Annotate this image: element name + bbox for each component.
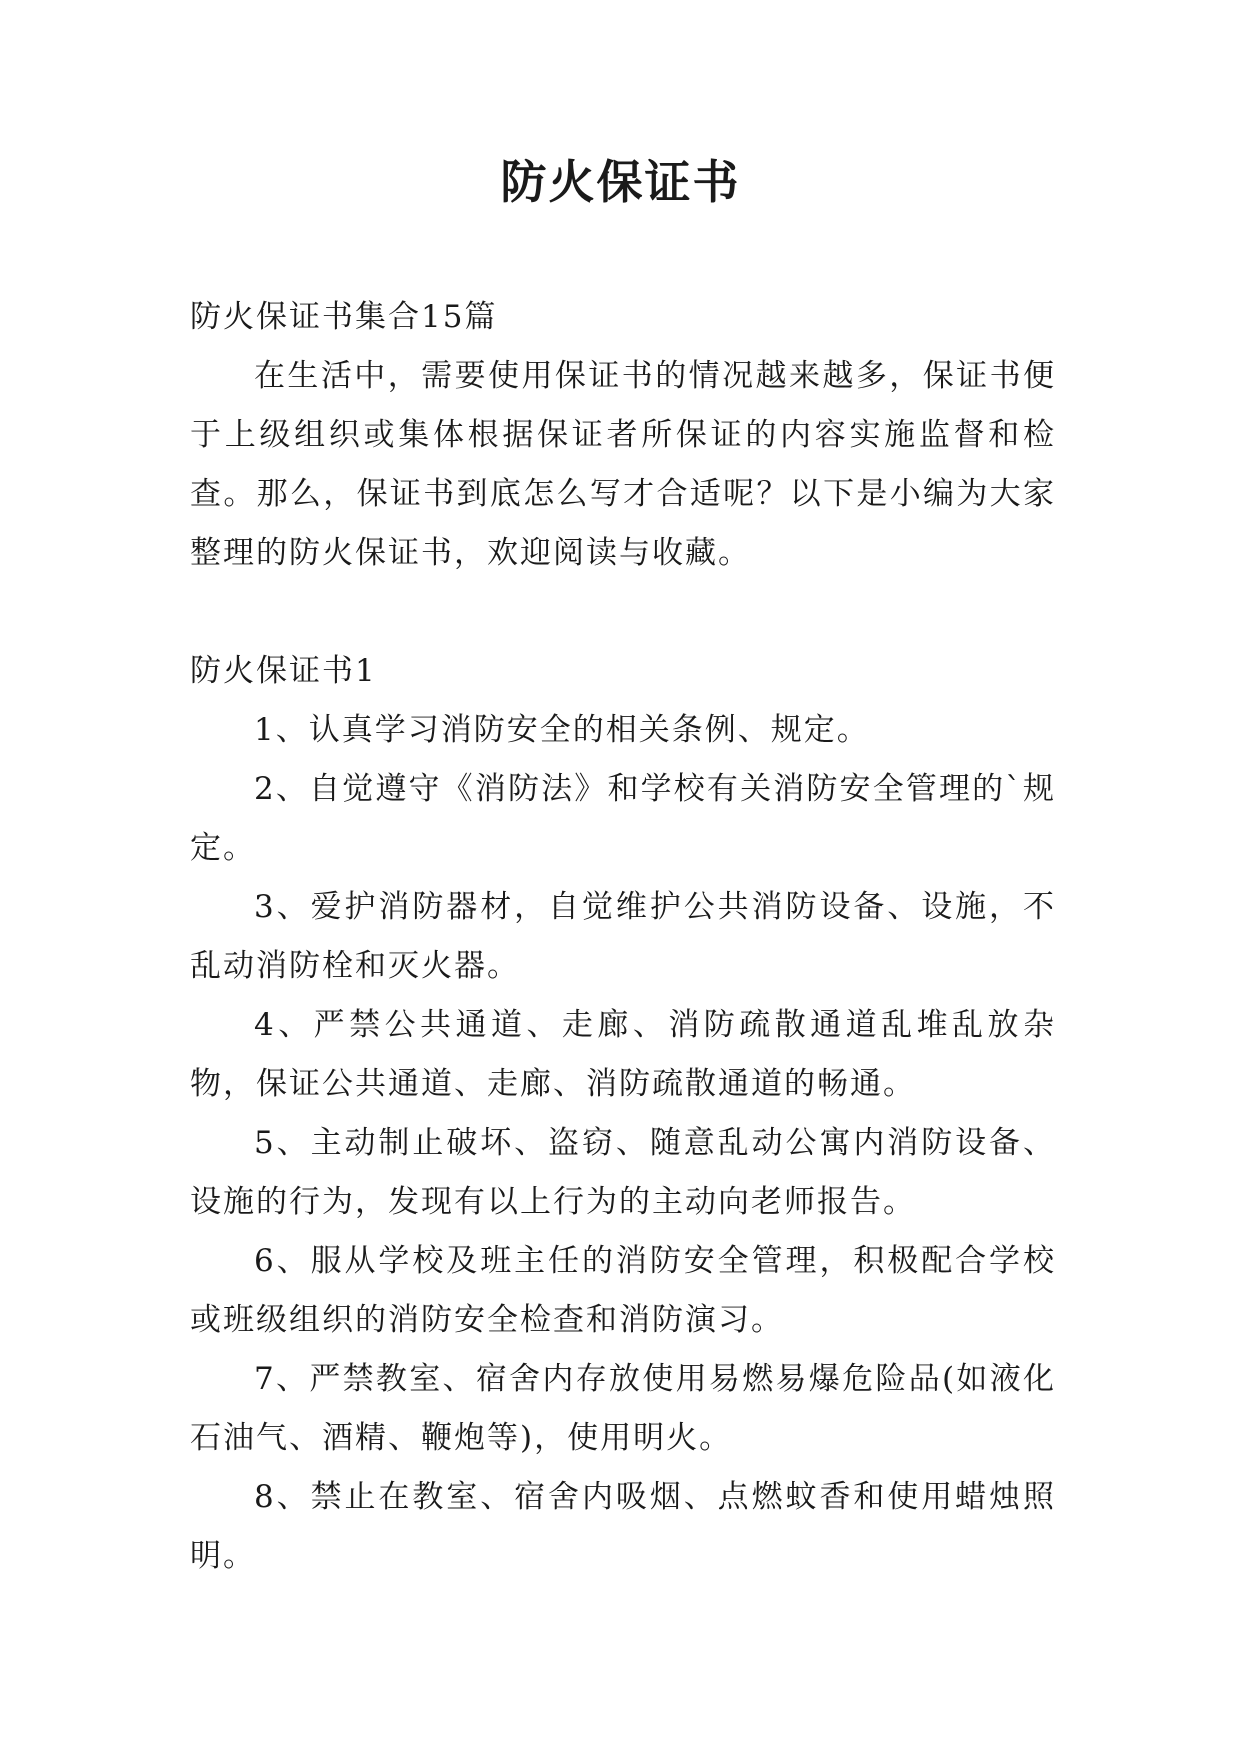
- list-item: 1、认真学习消防安全的相关条例、规定。: [254, 712, 870, 748]
- document-title: 防火保证书: [500, 155, 741, 209]
- document-body: [190, 288, 1056, 1586]
- list-item: 3、爱护消防器材，自觉维护公共消防设备、设施，不乱动消防栓和灭火器。: [190, 889, 1056, 984]
- list-item: 4、严禁公共通道、走廊、消防疏散通道乱堆乱放杂物，保证公共通道、走廊、消防疏散通道的畅通。: [190, 1007, 1056, 1102]
- list-item: 7、严禁教室、宿舍内存放使用易燃易爆危险品(如液化石油气、酒精、鞭炮等)，使用明火。: [190, 1361, 1056, 1456]
- list-item: 2、自觉遵守《消防法》和学校有关消防安全管理的`规定。: [190, 771, 1056, 866]
- section-heading: 防火保证书1: [190, 653, 377, 689]
- list-item: 8、禁止在教室、宿舍内吸烟、点燃蚊香和使用蜡烛照明。: [190, 1479, 1056, 1574]
- document-subtitle: 防火保证书集合15篇: [190, 299, 498, 335]
- intro-paragraph: 在生活中，需要使用保证书的情况越来越多，保证书便于上级组织或集体根据保证者所保证的内容实施监督和检查。那么，保证书到底怎么写才合适呢？以下是小编为大家整理的防火保证书，欢迎阅读与收藏。: [190, 358, 1056, 571]
- list-item: 6、服从学校及班主任的消防安全管理，积极配合学校或班级组织的消防安全检查和消防演习。: [190, 1243, 1056, 1338]
- paragraph-gap: [190, 583, 1056, 642]
- list-item: 5、主动制止破坏、盗窃、随意乱动公寓内消防设备、设施的行为，发现有以上行为的主动向老师报告。: [190, 1125, 1056, 1220]
